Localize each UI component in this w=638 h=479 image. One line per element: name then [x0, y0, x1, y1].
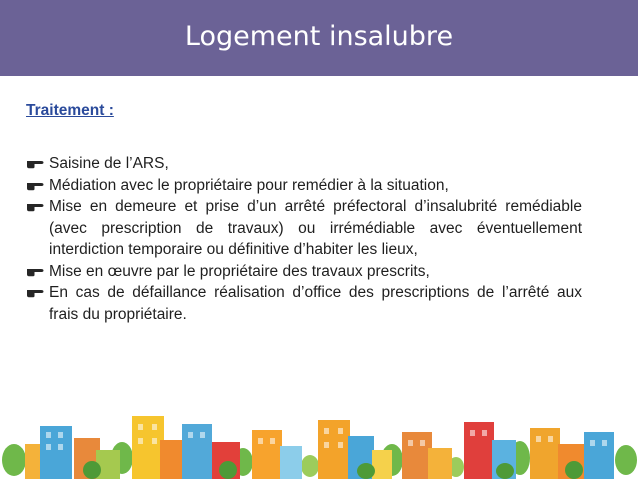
list-item-text: Mise en demeure et prise d’un arrêté préfectoral d’insalubrité remédiable (avec prescription de travaux) ou irrémédiable avec éventuellement interdiction temporaire ou définitive d’habiter les lieux,: [49, 198, 582, 258]
bullet-list: [24, 153, 582, 325]
pointing-hand-icon: [24, 153, 46, 174]
list-item: [24, 153, 582, 175]
list-item: [24, 282, 582, 325]
section-heading: Traitement :: [26, 102, 114, 119]
list-item: [24, 196, 582, 261]
pointing-hand-icon: [24, 261, 46, 282]
title-bar: [0, 0, 638, 76]
pointing-hand-icon: [24, 196, 46, 217]
list-item-text: Saisine de l’ARS,: [49, 155, 169, 172]
pointing-hand-icon: [24, 282, 46, 303]
list-item: [24, 261, 582, 283]
list-item: [24, 175, 582, 197]
list-item-text: Mise en œuvre par le propriétaire des travaux prescrits,: [49, 262, 430, 280]
slide-title: Logement insalubre: [184, 21, 454, 52]
list-item-text: En cas de défaillance réalisation d’office des prescriptions de l’arrêté aux frais du propriétaire.: [49, 284, 582, 323]
list-item-text: Médiation avec le propriétaire pour remédier à la situation,: [49, 176, 449, 194]
pointing-hand-icon: [24, 175, 46, 196]
city-illustration: [0, 410, 638, 479]
